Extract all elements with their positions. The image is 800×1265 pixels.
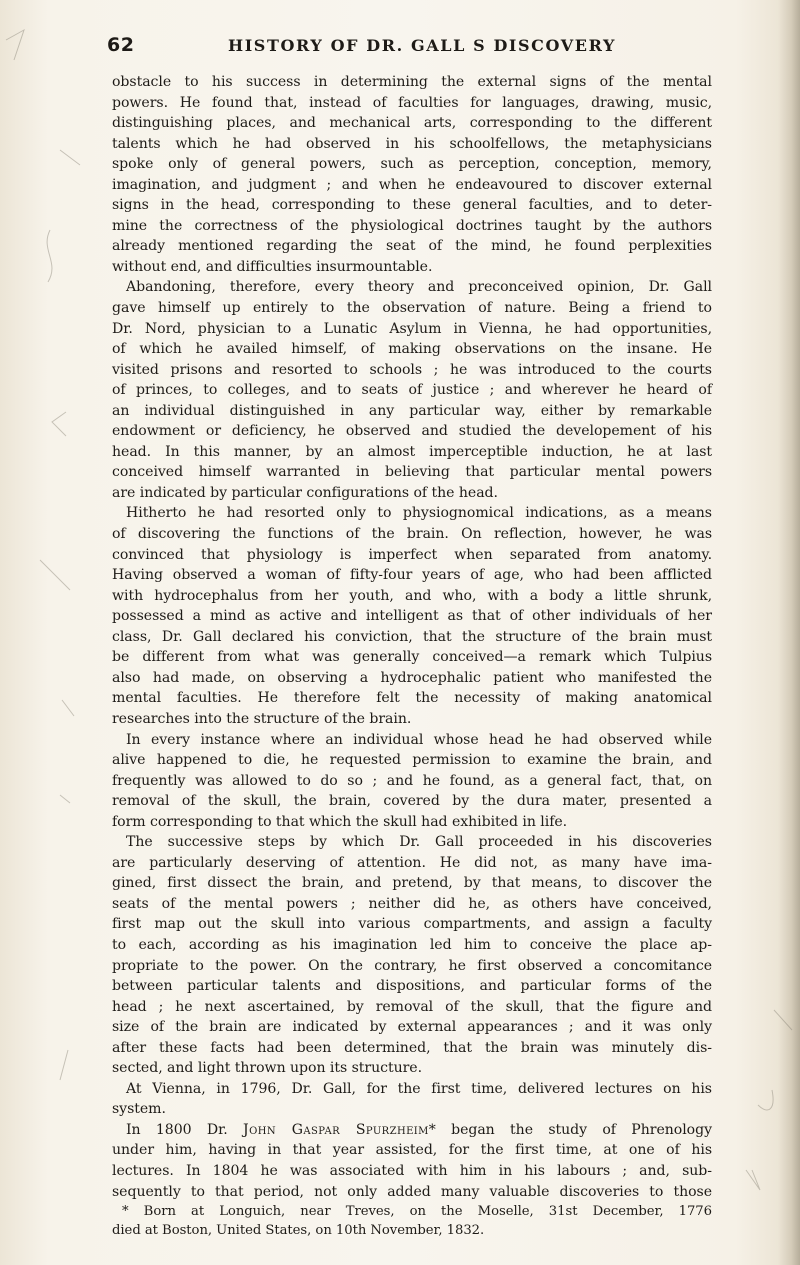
running-title: HISTORY OF DR. GALL S DISCOVERY <box>228 36 616 55</box>
text-line: visited prisons and resorted to schools ; he was introduced to the courts <box>112 361 712 378</box>
text-line: convinced that physiology is imperfect when separated from anatomy. <box>112 546 712 563</box>
text-line-spurzheim <box>112 1120 712 1141</box>
text-line: already mentioned regarding the seat of the mind, he found perplexities <box>112 238 712 255</box>
text-line: sequently to that period, not only added many valuable discoveries to those <box>112 1183 712 1200</box>
text-line: imagination, and judgment ; and when he endeavoured to discover external <box>112 176 712 193</box>
text-line: Dr. Nord, physician to a Lunatic Asylum in Vienna, he had opportunities, <box>112 320 712 337</box>
text-line: frequently was allowed to do so ; and he found, as a general fact, that, on <box>112 772 712 789</box>
text-line: signs in the head, corresponding to these general faculties, and to deter- <box>112 197 712 214</box>
text-line: researches into the structure of the brain. <box>112 710 412 727</box>
footnote-line: * Born at Longuich, near Treves, on the Moselle, 31st December, 1776 <box>122 1204 712 1220</box>
text-line: conceived himself warranted in believing that particular mental powers <box>112 464 712 481</box>
text-line: In every instance where an individual whose head he had observed while <box>126 731 712 748</box>
text-line: of discovering the functions of the brain. On reflection, however, he was <box>112 526 712 543</box>
text-line: endowment or deficiency, he observed and studied the developement of his <box>112 423 712 440</box>
text-line: without end, and difficulties insurmountable. <box>112 258 433 275</box>
text-line: propriate to the power. On the contrary, he first observed a concomitance <box>112 957 712 974</box>
text-line: removal of the skull, the brain, covered by the dura mater, presented a <box>112 793 712 810</box>
text-line: also had made, on observing a hydrocephalic patient who manifested the <box>112 669 712 686</box>
text-line: head ; he next ascertained, by removal of the skull, that the figure and <box>112 998 712 1015</box>
text-line: talents which he had observed in his schoolfellows, the metaphysicians <box>112 135 712 152</box>
page-number: 62 <box>107 34 135 56</box>
text-line: obstacle to his success in determining the external signs of the mental <box>112 74 712 90</box>
main-text <box>112 72 712 1240</box>
text-segment: In 1800 Dr. <box>126 1121 244 1138</box>
text-line: seats of the mental powers ; neither did he, as others have conceived, <box>112 895 712 912</box>
text-line: sected, and light thrown upon its structure. <box>112 1060 423 1077</box>
text-line: At Vienna, in 1796, Dr. Gall, for the first time, delivered lectures on his <box>126 1080 712 1097</box>
text-line: of which he availed himself, of making observations on the insane. He <box>112 341 712 358</box>
text-line: to each, according as his imagination led him to conceive the place ap- <box>112 936 712 953</box>
text-line: of princes, to colleges, and to seats of justice ; and wherever he heard of <box>112 382 712 399</box>
text-line: size of the brain are indicated by external appearances ; and it was only <box>112 1019 712 1036</box>
text-line: be different from what was generally conceived—a remark which Tulpius <box>112 649 712 666</box>
text-line: class, Dr. Gall declared his conviction, that the structure of the brain must <box>112 628 712 645</box>
text-line: possessed a mind as active and intelligent as that of other individuals of her <box>112 608 712 625</box>
text-line: under him, having in that year assisted, for the first time, at one of his <box>112 1142 712 1159</box>
text-line: powers. He found that, instead of faculties for languages, drawing, music, <box>112 94 712 111</box>
text-line: form corresponding to that which the skull had exhibited in life. <box>112 813 568 830</box>
text-line: lectures. In 1804 he was associated with him in his labours ; and, sub- <box>112 1162 712 1179</box>
text-line: gined, first dissect the brain, and pretend, by that means, to discover the <box>112 875 712 892</box>
footnote-line: died at Boston, United States, on 10th November, 1832. <box>112 1223 485 1239</box>
text-line: Abandoning, therefore, every theory and preconceived opinion, Dr. Gall <box>126 279 712 296</box>
text-line: Having observed a woman of fifty-four years of age, who had been afflicted <box>112 567 712 584</box>
text-line: are indicated by particular configurations of the head. <box>112 484 498 501</box>
text-line: head. In this manner, by an almost imperceptible induction, he at last <box>112 443 712 460</box>
text-line: after these facts had been determined, that the brain was minutely dis- <box>112 1039 712 1056</box>
text-line: gave himself up entirely to the observation of nature. Being a friend to <box>112 300 712 317</box>
text-line: alive happened to die, he requested permission to examine the brain, and <box>112 752 712 769</box>
text-line: are particularly deserving of attention. He did not, as many have ima- <box>112 854 712 871</box>
text-line: Hitherto he had resorted only to physiognomical indications, as a means <box>126 505 712 522</box>
text-line: spoke only of general powers, such as perception, conception, memory, <box>112 156 712 173</box>
text-segment: * began the study of Phrenology <box>428 1121 712 1138</box>
text-line: first map out the skull into various compartments, and assign a faculty <box>112 916 712 933</box>
text-line: mental faculties. He therefore felt the necessity of making anatomical <box>112 690 712 707</box>
text-line: with hydrocephalus from her youth, and who, with a body a little shrunk, <box>112 587 712 604</box>
text-line: distinguishing places, and mechanical arts, corresponding to the different <box>112 115 712 132</box>
text-line: The successive steps by which Dr. Gall proceeded in his discoveries <box>126 834 712 851</box>
text-line: between particular talents and dispositions, and particular forms of the <box>112 978 712 995</box>
person-name: John Gaspar Spurzheim <box>243 1121 429 1138</box>
text-line: mine the correctness of the physiological doctrines taught by the authors <box>112 217 712 234</box>
text-line: an individual distinguished in any particular way, either by remarkable <box>112 402 712 419</box>
text-line: system. <box>112 1101 166 1118</box>
